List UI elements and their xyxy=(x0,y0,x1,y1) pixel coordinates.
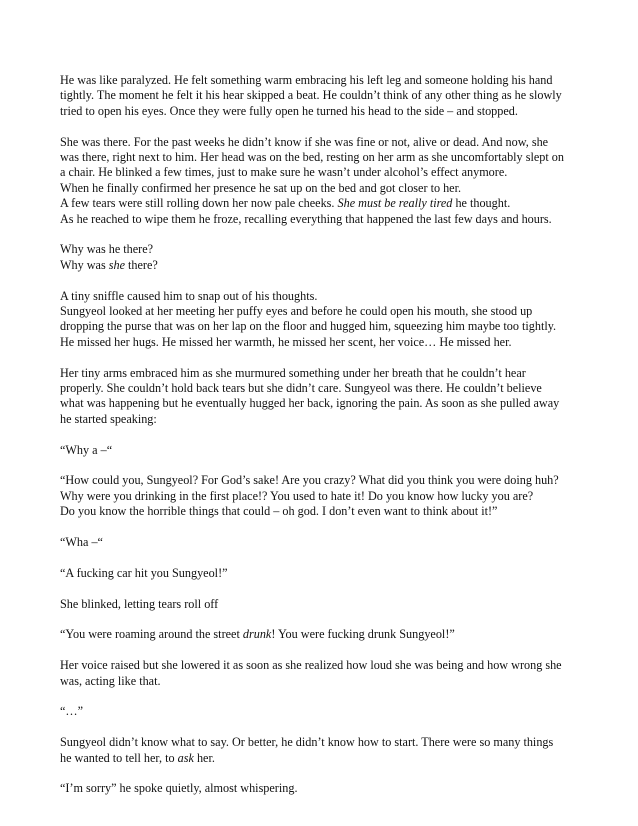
italic-text: drunk xyxy=(242,627,272,642)
text-segment: a chair. He blinked a few times, just to make sure he wasn’t under alcohol’s effect anymore. xyxy=(60,165,508,180)
paragraph xyxy=(60,366,582,428)
text-segment: She was there. For the past weeks he didn’t know if she was fine or not, alive or dead. And now, she xyxy=(60,134,549,149)
italic-text: she xyxy=(108,257,125,272)
paragraph xyxy=(60,473,582,519)
text-line xyxy=(60,335,582,350)
text-line xyxy=(60,289,582,304)
paragraph xyxy=(60,242,582,273)
text-segment: He was like paralyzed. He felt something warm embracing his left leg and someone holding his hand xyxy=(60,73,553,87)
text-segment: what was happening but he eventually hugged her back, ignoring the pain. As soon as she pulled away xyxy=(60,396,560,411)
text-segment: dropping the purse that was on her lap on the floor and hugged him, squeezing him maybe too tightly. xyxy=(60,319,557,334)
text-segment: “How could you, Sungyeol? For God’s sake! Are you crazy? What did you think you were doing huh? xyxy=(60,473,559,488)
text-line xyxy=(60,135,582,150)
paragraph xyxy=(60,781,582,796)
paragraph xyxy=(60,566,582,581)
text-line xyxy=(60,104,582,119)
paragraph xyxy=(60,704,582,719)
text-segment: he thought. xyxy=(452,196,511,211)
paragraph xyxy=(60,735,582,766)
text-segment: He missed her hugs. He missed her warmth, he missed her scent, her voice… He missed her. xyxy=(60,334,512,349)
text-line xyxy=(60,165,582,180)
paragraph xyxy=(60,135,582,227)
text-segment: A few tears were still rolling down her now pale cheeks. xyxy=(60,196,338,211)
text-segment: “Why a –“ xyxy=(60,442,113,457)
text-line xyxy=(60,535,582,550)
text-segment: Her tiny arms embraced him as she murmured something under her breath that he couldn’t hear xyxy=(60,365,526,380)
text-segment: tried to open his eyes. Once they were fully open he turned his head to the side – and stopped. xyxy=(60,103,518,118)
text-line xyxy=(60,150,582,165)
text-segment: properly. She couldn’t hold back tears but she didn’t care. Sungyeol was there. He couldn’t believe xyxy=(60,381,542,396)
text-segment: Why was he there? xyxy=(60,242,154,257)
paragraph xyxy=(60,443,582,458)
text-line xyxy=(60,212,582,227)
text-segment: A tiny sniffle caused him to snap out of his thoughts. xyxy=(60,288,318,303)
text-segment: Sungyeol looked at her meeting her puffy eyes and before he could open his mouth, she stood up xyxy=(60,304,533,319)
text-segment: “A fucking car hit you Sungyeol!” xyxy=(60,565,228,580)
text-segment: When he finally confirmed her presence he sat up on the bed and got closer to her. xyxy=(60,180,462,195)
text-line xyxy=(60,704,582,719)
text-segment: Sungyeol didn’t know what to say. Or better, he didn’t know how to start. There were so many things xyxy=(60,735,554,750)
text-segment: ! You were fucking drunk Sungyeol!” xyxy=(271,627,455,642)
text-line xyxy=(60,319,582,334)
text-segment: “…” xyxy=(60,704,84,719)
paragraph xyxy=(60,627,582,642)
text-segment: “Wha –“ xyxy=(60,535,103,550)
text-line xyxy=(60,443,582,458)
italic-text: ask xyxy=(177,750,194,765)
italic-text: She must be really tired xyxy=(337,196,453,211)
text-segment: As he reached to wipe them he froze, recalling everything that happened the last few days and hours. xyxy=(60,211,552,226)
text-segment: tightly. The moment he felt it his hear skipped a beat. He couldn’t think of any other thing as he slowly xyxy=(60,88,562,103)
text-line xyxy=(60,566,582,581)
text-line xyxy=(60,396,582,411)
text-segment: was there, right next to him. Her head was on the bed, resting on her arm as she uncomfortably slept on xyxy=(60,150,564,165)
paragraph xyxy=(60,658,582,689)
text-line xyxy=(60,658,582,673)
text-segment: Do you know the horrible things that could – oh god. I don’t even want to think about it!” xyxy=(60,504,498,519)
text-line xyxy=(60,473,582,488)
text-segment: “You were roaming around the street xyxy=(60,627,243,642)
text-line xyxy=(60,504,582,519)
text-line xyxy=(60,627,582,642)
text-segment: was, acting like that. xyxy=(60,673,161,688)
paragraph xyxy=(60,535,582,550)
text-segment: “I’m sorry” he spoke quietly, almost whispering. xyxy=(60,781,298,796)
text-segment: her. xyxy=(193,750,215,765)
text-segment: She blinked, letting tears roll off xyxy=(60,596,219,611)
text-line xyxy=(60,781,582,796)
text-line xyxy=(60,412,582,427)
text-line xyxy=(60,366,582,381)
text-segment: Her voice raised but she lowered it as soon as she realized how loud she was being and how wrong she xyxy=(60,658,562,673)
text-line xyxy=(60,196,582,211)
text-line xyxy=(60,674,582,689)
text-line xyxy=(60,381,582,396)
text-segment: he started speaking: xyxy=(60,411,157,426)
text-segment: Why was xyxy=(60,257,109,272)
text-line xyxy=(60,181,582,196)
paragraph xyxy=(60,597,582,612)
paragraph xyxy=(60,289,582,351)
text-line xyxy=(60,258,582,273)
paragraph xyxy=(60,73,582,119)
text-line xyxy=(60,88,582,103)
text-line xyxy=(60,489,582,504)
text-segment: there? xyxy=(125,257,158,272)
text-line xyxy=(60,597,582,612)
text-line xyxy=(60,304,582,319)
text-line xyxy=(60,242,582,257)
text-line xyxy=(60,73,582,88)
text-line xyxy=(60,751,582,766)
text-segment: he wanted to tell her, to xyxy=(60,750,178,765)
text-segment: Why were you drinking in the first place!? You used to hate it! Do you know how lucky you are? xyxy=(60,488,534,503)
text-line xyxy=(60,735,582,750)
